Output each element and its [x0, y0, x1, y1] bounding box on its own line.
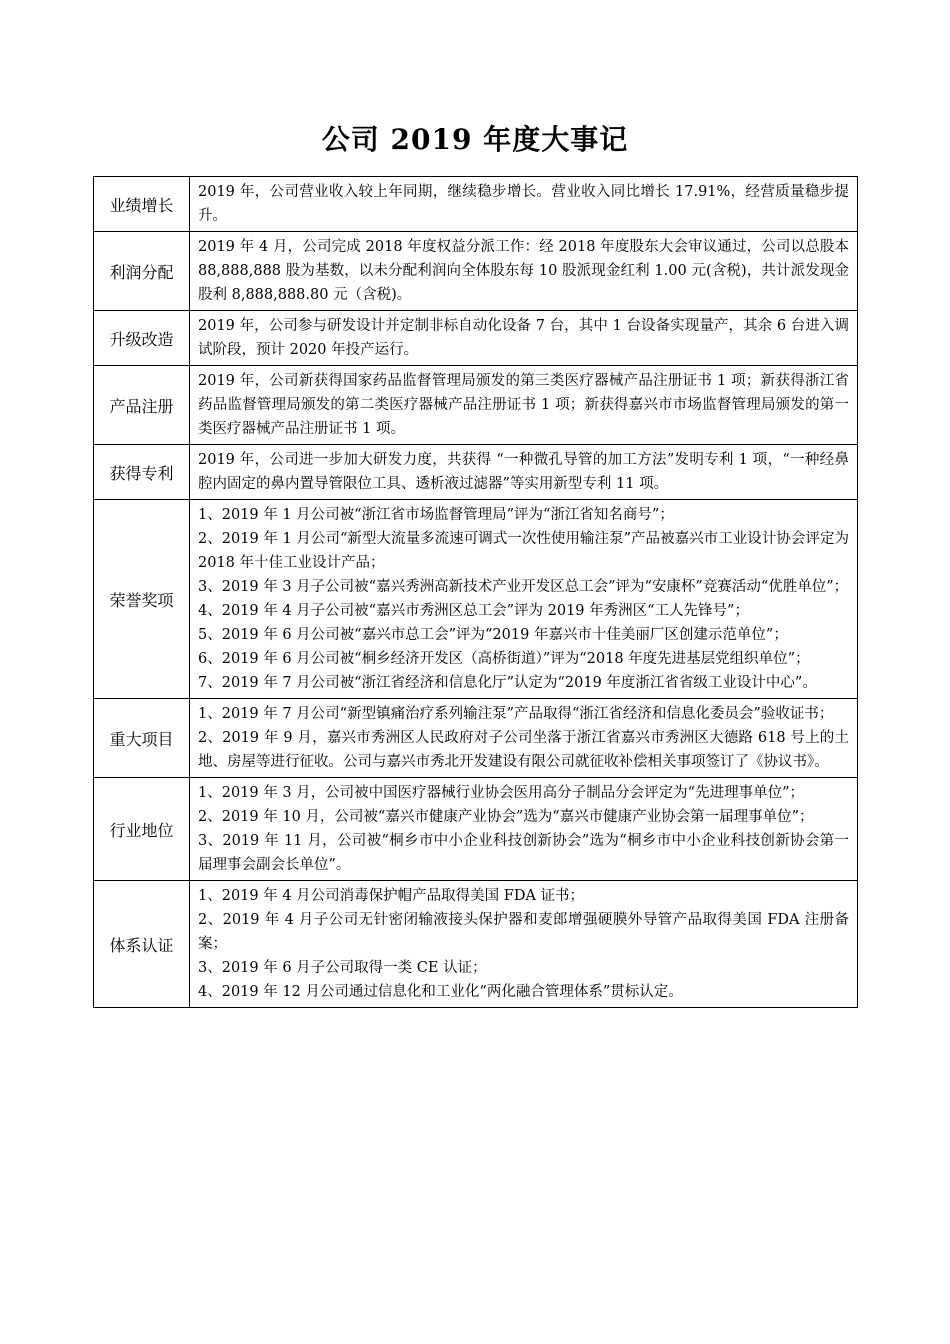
event-paragraph: 1、2019 年 7 月公司“新型镇痛治疗系列输注泵”产品取得“浙江省经济和信息化委员会”验收证书；	[198, 706, 834, 722]
events-table	[93, 176, 858, 1008]
event-content	[190, 366, 858, 445]
event-row	[94, 232, 858, 311]
event-category: 行业地位	[94, 778, 190, 881]
event-paragraph: 2、2019 年 9 月，嘉兴市秀洲区人民政府对子公司坐落于浙江省嘉兴市秀洲区大德路 618 号上的土地、房屋等进行征收。公司与嘉兴市秀北开发建设有限公司就征收补偿相关事项签订了《协议书》。	[198, 730, 849, 770]
event-paragraph: 1、2019 年 1 月公司被“浙江省市场监督管理局”评为“浙江省知名商号”；	[198, 507, 674, 523]
event-row	[94, 778, 858, 881]
event-row	[94, 177, 858, 232]
event-paragraph: 2、2019 年 1 月公司“新型大流量多流速可调式一次性使用输注泵”产品被嘉兴市工业设计协会评定为 2018 年十佳工业设计产品；	[198, 531, 849, 571]
event-row	[94, 881, 858, 1008]
event-content	[190, 177, 858, 232]
event-category: 荣誉奖项	[94, 500, 190, 699]
event-content	[190, 778, 858, 881]
event-paragraph: 1、2019 年 4 月公司消毒保护帽产品取得美国 FDA 证书；	[198, 888, 585, 904]
event-content	[190, 500, 858, 699]
event-content	[190, 699, 858, 778]
event-paragraph: 6、2019 年 6 月公司被“桐乡经济开发区（高桥街道）”评为“2018 年度先进基层党组织单位”；	[198, 651, 810, 667]
event-category: 利润分配	[94, 232, 190, 311]
event-paragraph: 3、2019 年 6 月子公司取得一类 CE 认证；	[198, 960, 487, 976]
event-category: 重大项目	[94, 699, 190, 778]
event-paragraph: 2019 年 4 月，公司完成 2018 年度权益分派工作：经 2018 年度股东大会审议通过，公司以总股本 88,888,888 股为基数，以未分配利润向全体股东每 10 股派现金红利 1.00 元(含税)，共计派发现金股利 8,888,888.80 元（含税)。	[198, 239, 849, 303]
event-paragraph: 5、2019 年 6 月公司被“嘉兴市总工会”评为“2019 年嘉兴市十佳美丽厂区创建示范单位”；	[198, 627, 788, 643]
event-row	[94, 445, 858, 500]
event-category: 体系认证	[94, 881, 190, 1008]
event-paragraph: 4、2019 年 12 月公司通过信息化和工业化“两化融合管理体系”贯标认定。	[198, 984, 683, 1000]
event-category: 获得专利	[94, 445, 190, 500]
event-row	[94, 500, 858, 699]
event-paragraph: 2、2019 年 4 月子公司无针密闭输液接头保护器和麦郎增强硬膜外导管产品取得美国 FDA 注册备案；	[198, 912, 849, 952]
event-content	[190, 881, 858, 1008]
event-category: 业绩增长	[94, 177, 190, 232]
event-paragraph: 4、2019 年 4 月子公司被“嘉兴市秀洲区总工会”评为 2019 年秀洲区“工人先锋号”；	[198, 603, 749, 619]
event-paragraph: 2019 年，公司进一步加大研发力度，共获得 “一种微孔导管的加工方法”发明专利 1 项，“一种经鼻腔内固定的鼻内置导管限位工具、透析液过滤器”等实用新型专利 11 项。	[198, 452, 849, 492]
event-content	[190, 311, 858, 366]
event-paragraph: 3、2019 年 3 月子公司被“嘉兴秀洲高新技术产业开发区总工会”评为“安康杯”竞赛活动“优胜单位”；	[198, 579, 849, 595]
event-row	[94, 699, 858, 778]
event-paragraph: 2019 年，公司新获得国家药品监督管理局颁发的第三类医疗器械产品注册证书 1 项；新获得浙江省药品监督管理局颁发的第二类医疗器械产品注册证书 1 项；新获得嘉兴市市场监督管理局颁发的第一类医疗器械产品注册证书 1 项。	[198, 373, 849, 437]
event-paragraph: 2019 年，公司营业收入较上年同期，继续稳步增长。营业收入同比增长 17.91%，经营质量稳步提升。	[198, 184, 849, 224]
event-row	[94, 366, 858, 445]
event-category: 升级改造	[94, 311, 190, 366]
page-title: 公司 2019 年度大事记	[321, 123, 629, 156]
event-content	[190, 232, 858, 311]
event-content	[190, 445, 858, 500]
event-paragraph: 7、2019 年 7 月公司被“浙江省经济和信息化厅”认定为“2019 年度浙江省省级工业设计中心”。	[198, 675, 817, 691]
event-paragraph: 3、2019 年 11 月，公司被“桐乡市中小企业科技创新协会”选为“桐乡市中小企业科技创新协会第一届理事会副会长单位”。	[198, 833, 849, 873]
event-category: 产品注册	[94, 366, 190, 445]
events-table-body	[94, 177, 858, 1008]
event-paragraph: 1、2019 年 3 月，公司被中国医疗器械行业协会医用高分子制品分会评定为“先进理事单位”；	[198, 785, 805, 801]
event-row	[94, 311, 858, 366]
event-paragraph: 2、2019 年 10 月，公司被“嘉兴市健康产业协会”选为“嘉兴市健康产业协会第一届理事单位”；	[198, 809, 814, 825]
event-paragraph: 2019 年，公司参与研发设计并定制非标自动化设备 7 台，其中 1 台设备实现量产，其余 6 台进入调试阶段，预计 2020 年投产运行。	[198, 318, 849, 358]
